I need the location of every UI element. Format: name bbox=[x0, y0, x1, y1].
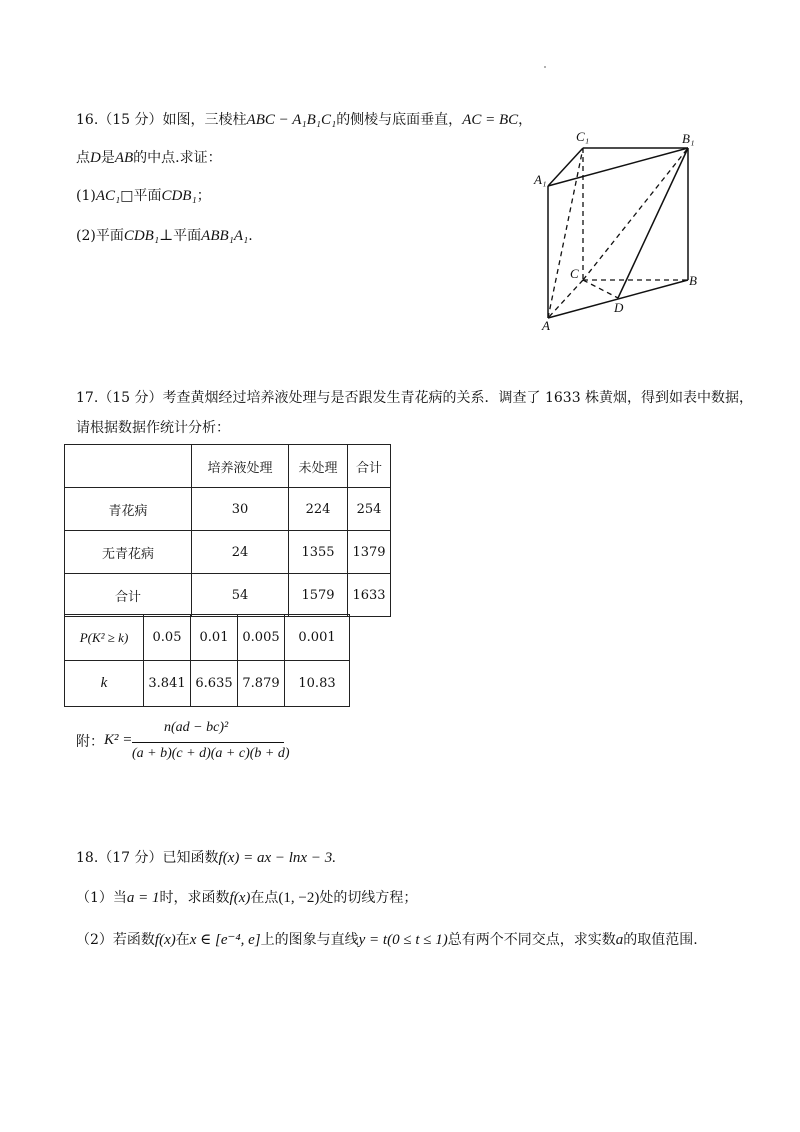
table-header-cell bbox=[65, 445, 192, 488]
table-cell: 1633 bbox=[348, 574, 391, 617]
table-cell: 青花病 bbox=[65, 488, 192, 531]
q18-part2-var: a bbox=[615, 932, 624, 948]
label-c1: C₁ bbox=[576, 129, 590, 144]
q18-header: 18.（17 分）已知函数 bbox=[76, 850, 219, 866]
q18-part1-d: 处的切线方程； bbox=[319, 890, 418, 906]
q16-part1-text: 平面 bbox=[133, 188, 162, 204]
table-cell: 0.005 bbox=[238, 615, 285, 661]
table-cell: 24 bbox=[192, 531, 289, 574]
q16-part2-end: . bbox=[248, 228, 253, 244]
table-row bbox=[65, 445, 391, 488]
q18-part1-c: 在点 bbox=[250, 890, 279, 906]
perpendicular-symbol: ⊥ bbox=[159, 228, 174, 244]
label-d: D bbox=[614, 300, 624, 315]
q18-part2-line: y = t(0 ≤ t ≤ 1) bbox=[358, 932, 448, 948]
table-cell: P(K² ≥ k) bbox=[65, 615, 144, 661]
table-cell: 1579 bbox=[289, 574, 348, 617]
q18-part1-point: (1, −2) bbox=[278, 890, 320, 906]
table-cell: 224 bbox=[289, 488, 348, 531]
label-a1: A₁ bbox=[534, 172, 547, 187]
q18-part2-e: 的取值范围. bbox=[623, 932, 698, 948]
q18-line1 bbox=[76, 848, 336, 868]
contingency-table bbox=[64, 444, 391, 617]
critical-value-table bbox=[64, 614, 350, 707]
parallel-symbol-box: □ bbox=[120, 188, 134, 204]
formula-prefix: 附： bbox=[76, 734, 104, 750]
table-row bbox=[65, 615, 350, 661]
table-header-cell: 合计 bbox=[348, 445, 391, 488]
table-cell: 254 bbox=[348, 488, 391, 531]
q17-line1: 17.（15 分）考查黄烟经过培养液处理与是否跟发生青花病的关系．调查了 1633 株黄烟，得到如表中数据， bbox=[76, 390, 754, 406]
q18-part1 bbox=[76, 888, 417, 908]
q16-part1-num: (1) bbox=[76, 188, 96, 204]
q16-equation: AC = BC bbox=[462, 112, 519, 128]
q16-part2-num: (2)平面 bbox=[76, 228, 124, 244]
table-row bbox=[65, 488, 391, 531]
q18-part2-f: f(x) bbox=[154, 932, 176, 948]
hidden-edge-c-a bbox=[548, 280, 583, 318]
q16-seg-ab: AB bbox=[114, 150, 134, 166]
table-cell: 1379 bbox=[348, 531, 391, 574]
q16-header: 16.（15 分）如图，三棱柱 bbox=[76, 112, 247, 128]
table-cell: 30 bbox=[192, 488, 289, 531]
q18-part2-b: 在 bbox=[175, 932, 190, 948]
table-cell: 3.841 bbox=[144, 661, 191, 707]
q18-part1-b: 时，求函数 bbox=[159, 890, 230, 906]
table-cell: 54 bbox=[192, 574, 289, 617]
table-cell: 0.001 bbox=[285, 615, 350, 661]
q16-part2-plane2: ABB₁A₁ bbox=[201, 228, 249, 244]
table-cell: k bbox=[65, 661, 144, 707]
fraction-bar bbox=[132, 742, 284, 743]
q16-part1-plane: CDB₁ bbox=[161, 188, 197, 204]
q18-part1-f: f(x) bbox=[229, 890, 251, 906]
table-cell: 10.83 bbox=[285, 661, 350, 707]
formula-lhs: K² = bbox=[104, 732, 133, 748]
q16-part2-plane1: CDB₁ bbox=[123, 228, 160, 244]
hidden-edge-a-c1 bbox=[548, 148, 583, 318]
q16-text1: 的侧棱与底面垂直， bbox=[336, 112, 463, 128]
q18-function: f(x) = ax − lnx − 3. bbox=[218, 850, 336, 866]
table-row bbox=[65, 661, 350, 707]
table-row bbox=[65, 574, 391, 617]
edge-a1-b1 bbox=[548, 148, 688, 186]
formula-numerator: n(ad − bc)² bbox=[164, 720, 229, 735]
label-a: A bbox=[542, 318, 550, 333]
q18-part1-cond: a = 1 bbox=[126, 890, 160, 906]
formula-denominator: (a + b)(c + d)(a + c)(b + d) bbox=[132, 746, 290, 761]
q16-part1-seg: AC₁ bbox=[95, 188, 121, 204]
label-b1: B₁ bbox=[682, 131, 695, 146]
hidden-edge-c-d bbox=[583, 280, 618, 298]
q18-part2-d: 总有两个不同交点，求实数 bbox=[447, 932, 616, 948]
q16-comma: ， bbox=[518, 112, 533, 128]
q18-part2 bbox=[76, 930, 698, 950]
q17-line2: 请根据数据作统计分析： bbox=[76, 420, 230, 436]
table-cell: 0.05 bbox=[144, 615, 191, 661]
prism-name: ABC − A₁B₁C₁ bbox=[246, 112, 337, 128]
q16-point-d: D bbox=[90, 150, 101, 166]
prism-figure bbox=[0, 0, 800, 340]
table-cell: 无青花病 bbox=[65, 531, 192, 574]
q18-part1-a: （1）当 bbox=[76, 890, 127, 906]
q18-part2-a: （2）若函数 bbox=[76, 932, 155, 948]
q18-part2-domain: x ∈ [e⁻⁴, e] bbox=[189, 932, 261, 948]
table-cell: 0.01 bbox=[191, 615, 238, 661]
q16-part1-end: ； bbox=[196, 188, 211, 204]
table-row bbox=[65, 531, 391, 574]
edge-c1-a1 bbox=[548, 148, 583, 186]
table-header-cell: 未处理 bbox=[289, 445, 348, 488]
table-cell: 1355 bbox=[289, 531, 348, 574]
q18-part2-c: 上的图象与直线 bbox=[260, 932, 359, 948]
table-cell: 7.879 bbox=[238, 661, 285, 707]
q16-line2c: 的中点.求证： bbox=[133, 150, 222, 166]
label-c: C bbox=[570, 266, 579, 281]
table-cell: 6.635 bbox=[191, 661, 238, 707]
label-b: B bbox=[689, 273, 697, 288]
table-cell: 合计 bbox=[65, 574, 192, 617]
table-header-cell: 培养液处理 bbox=[192, 445, 289, 488]
q16-part2-text: 平面 bbox=[173, 228, 202, 244]
q16-line2a: 点 bbox=[76, 150, 90, 166]
q16-line2b: 是 bbox=[100, 150, 115, 166]
